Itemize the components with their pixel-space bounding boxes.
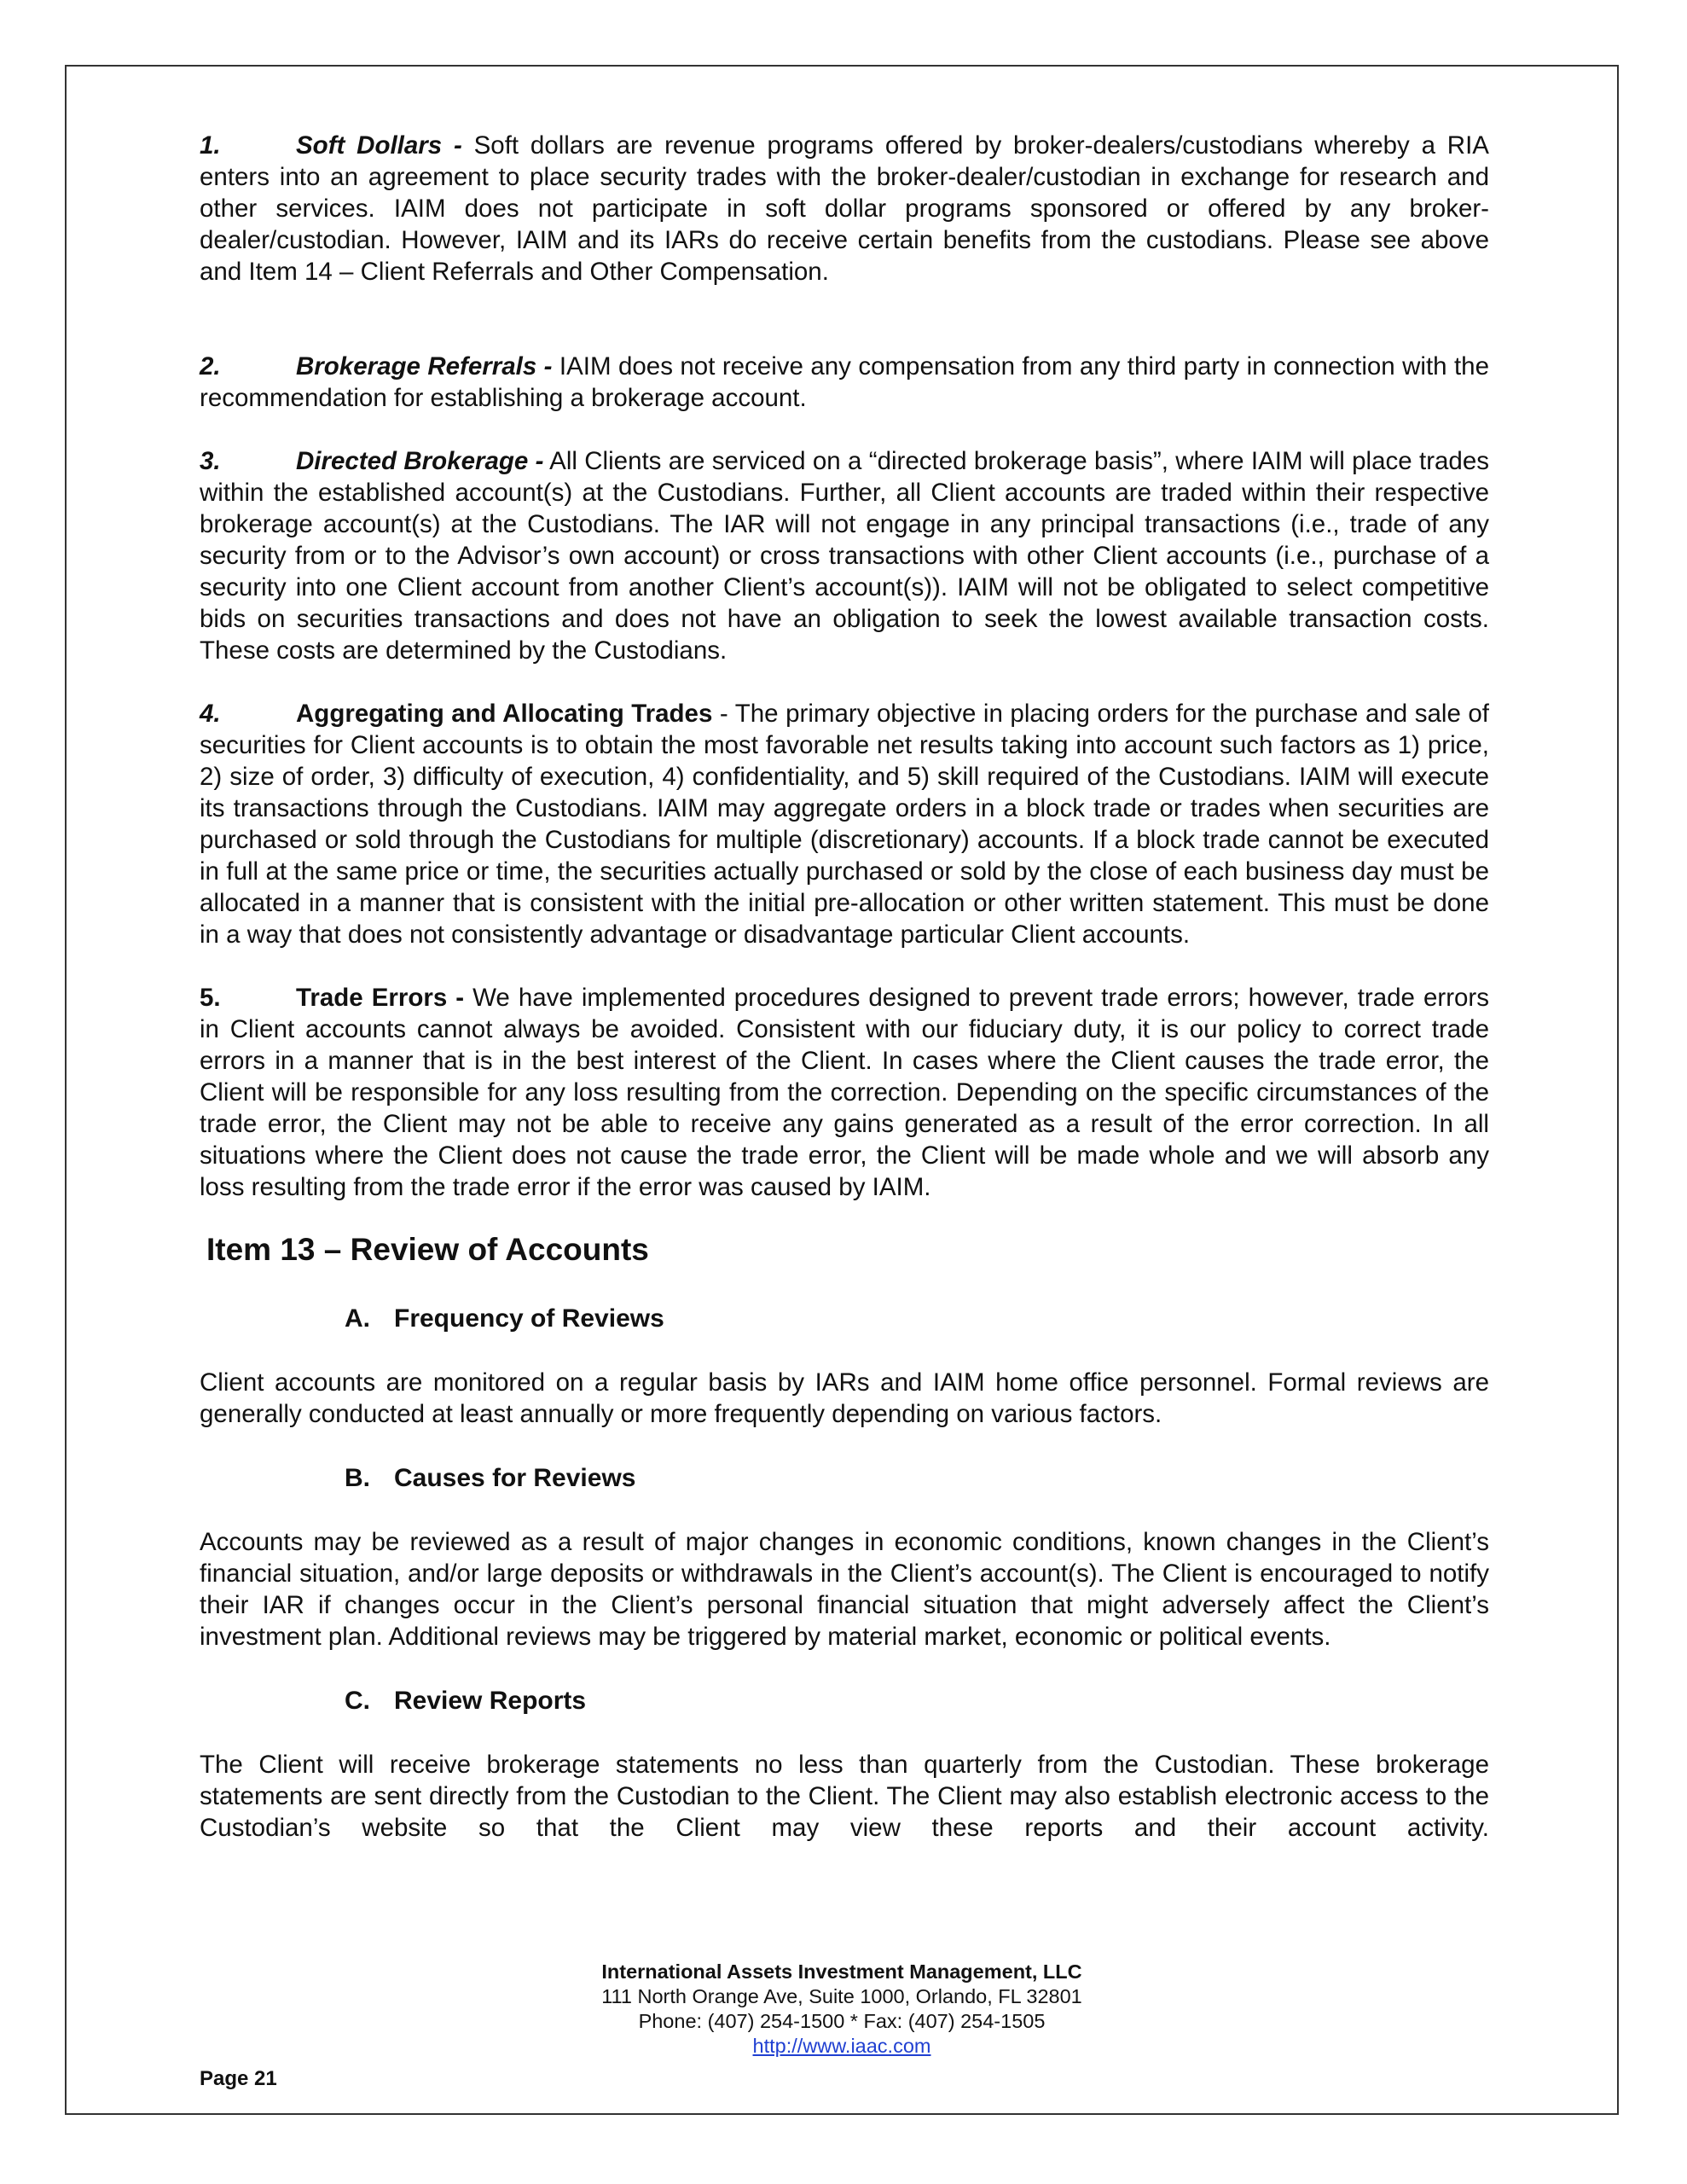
section-text: IAIM does not receive any compensation from any third party in connection with the recommendation for establishing a brokerage account. xyxy=(200,352,1489,412)
section-title: Soft Dollars - xyxy=(296,131,462,160)
subheading-causes xyxy=(345,1461,1489,1496)
subheading-title: Review Reports xyxy=(394,1687,587,1715)
page-footer xyxy=(65,1960,1619,2059)
frequency-text: Client accounts are monitored on a regular basis by IARs and IAIM home office personnel. Formal reviews are generally conducted at least annually or more frequently depending on various factors. xyxy=(200,1368,1489,1428)
section-text: Soft dollars are revenue programs offered by broker-dealers/custodians whereby a RIA enters into an agreement to place security trades with the broker-dealer/custodian in exchange for research and other services. IAIM does not participate in soft dollar programs sponsored or offered by any broker-dealer/custodian. However, IAIM and its IARs do receive certain benefits from the custodians. Please see above and Item 14 – Client Referrals and Other Compensation. xyxy=(200,131,1489,286)
footer-website-link[interactable]: http://www.iaac.com xyxy=(752,2035,931,2057)
section-number: 1. xyxy=(200,131,221,160)
section-aggregating-trades xyxy=(200,698,1489,950)
footer-phone-fax: Phone: (407) 254-1500 * Fax: (407) 254-1505 xyxy=(638,2010,1046,2032)
footer-address: 111 North Orange Ave, Suite 1000, Orlando, FL 32801 xyxy=(601,1985,1082,2007)
review-reports-text: The Client will receive brokerage statements no less than quarterly from the Custodian. These brokerage statements are sent directly from the Custodian to the Client. The Client may also establish electronic access to the Custodian’s website so that the Client may view these reports and their account activity. xyxy=(200,1751,1489,1842)
section-title: Trade Errors - xyxy=(296,984,465,1012)
section-text: - The primary objective in placing orders for the purchase and sale of securities for Client accounts is to obtain the most favorable net results taking into account such factors as 1) price, 2) size of order, 3) difficulty of execution, 4) confidentiality, and 5) skill required of the Custodians. IAIM will execute its transactions through the Custodians. IAIM may aggregate orders in a block trade or trades when securities are purchased or sold through the Custodians for multiple (discretionary) accounts. If a block trade cannot be executed in full at the same price or time, the securities actually purchased or sold by the close of each business day must be allocated in a manner that is consistent with the initial pre-allocation or other written statement. This must be done in a way that does not consistently advantage or disadvantage particular Client accounts. xyxy=(200,700,1489,949)
section-number: 5. xyxy=(200,984,221,1012)
footer-firm-name: International Assets Investment Management, LLC xyxy=(601,1960,1082,1983)
subheading-frequency xyxy=(345,1302,1489,1336)
section-text: All Clients are serviced on a “directed brokerage basis”, where IAIM will place trades within the established account(s) at the Custodians. Further, all Client accounts are traded within their respective brokerage account(s) at the Custodians. The IAR will not engage in any principal transactions (i.e., trade of any security from or to the Advisor’s own account) or cross transactions with other Client accounts (i.e., purchase of a security into one Client account from another Client’s account(s)). IAIM will not be obligated to select competitive bids on securities transactions and does not have an obligation to seek the lowest available transaction costs. These costs are determined by the Custodians. xyxy=(200,447,1489,665)
document-body xyxy=(200,130,1489,1875)
section-brokerage-referrals xyxy=(200,351,1489,414)
section-number: 3. xyxy=(200,447,221,475)
item13-heading: Item 13 – Review of Accounts xyxy=(206,1232,649,1267)
subheading-letter: C. xyxy=(345,1687,370,1715)
section-directed-brokerage xyxy=(200,445,1489,666)
section-title: Directed Brokerage - xyxy=(296,447,544,475)
section-text: We have implemented procedures designed to prevent trade errors; however, trade errors in Client accounts cannot always be avoided. Consistent with our fiduciary duty, it is our policy to correct trade errors in a manner that is in the best interest of the Client. In cases where the Client causes the trade error, the Client will be responsible for any loss resulting from the correction. Depending on the specific circumstances of the trade error, the Client may not be able to receive any gains generated as a result of the error correction. In all situations where the Client does not cause the trade error, the Client will be made whole and we will absorb any loss resulting from the trade error if the error was caused by IAIM. xyxy=(200,984,1489,1201)
section-title: Brokerage Referrals - xyxy=(296,352,553,380)
subheading-title: Causes for Reviews xyxy=(394,1464,636,1492)
subheading-letter: B. xyxy=(345,1464,370,1492)
causes-text: Accounts may be reviewed as a result of major changes in economic conditions, known changes in the Client’s financial situation, and/or large deposits or withdrawals in the Client’s account(s). The Client is encouraged to notify their IAR if changes occur in the Client’s personal financial situation that might adversely affect the Client’s investment plan. Additional reviews may be triggered by material market, economic or political events. xyxy=(200,1528,1489,1651)
section-title: Aggregating and Allocating Trades xyxy=(296,700,713,728)
page-number: Page 21 xyxy=(200,2067,277,2090)
subheading-letter: A. xyxy=(345,1304,370,1333)
section-number: 2. xyxy=(200,352,221,380)
section-number: 4. xyxy=(200,700,221,728)
subheading-title: Frequency of Reviews xyxy=(394,1304,664,1333)
section-trade-errors xyxy=(200,982,1489,1203)
section-soft-dollars xyxy=(200,130,1489,288)
subheading-review-reports xyxy=(345,1684,1489,1718)
